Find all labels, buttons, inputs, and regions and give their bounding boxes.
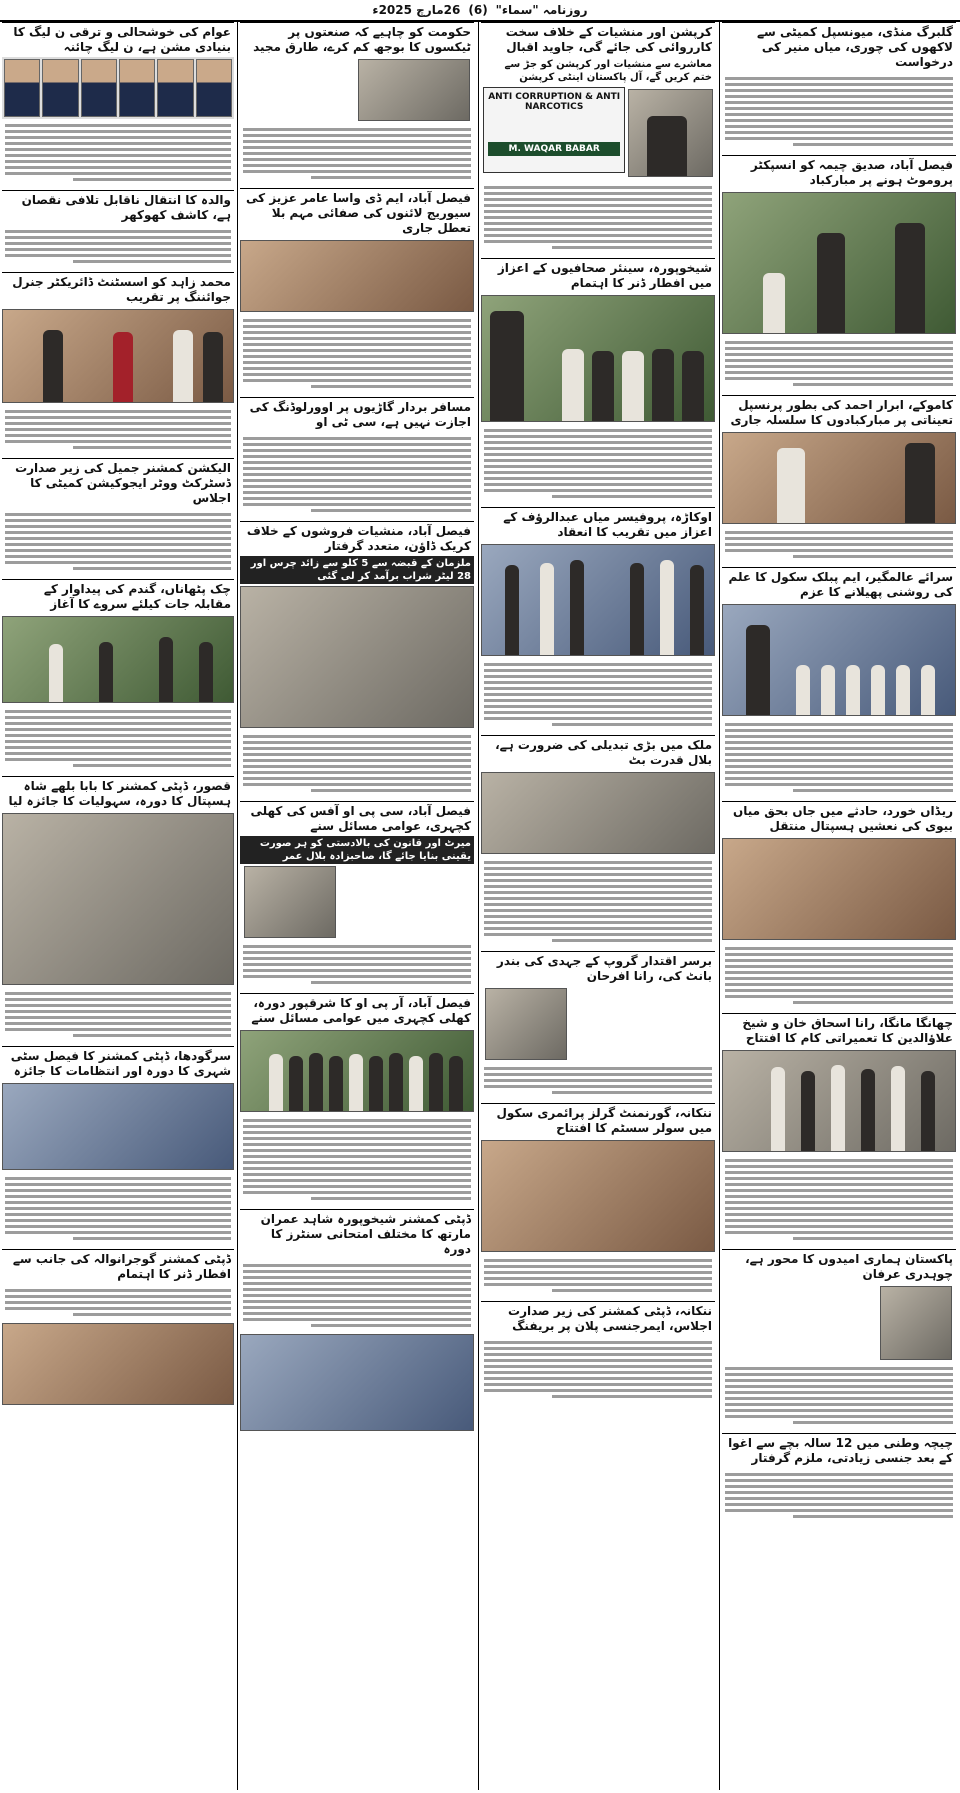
story-body <box>2 119 234 186</box>
news-photo <box>240 1334 474 1431</box>
news-story <box>481 1301 715 1403</box>
story-headline: فیصل آباد، صدیق چیمہ کو انسپکٹر پروموٹ ہونے پر مبارکباد <box>722 155 956 190</box>
portrait-photo <box>880 1286 952 1360</box>
news-story <box>2 190 234 268</box>
news-story <box>481 507 715 731</box>
story-headline: برسر اقتدار گروپ کے جہدی کی بندر بانٹ کی، رانا افرحان <box>481 951 715 986</box>
news-photo <box>481 295 715 422</box>
portrait-photo <box>628 89 713 177</box>
story-body <box>240 730 474 797</box>
news-story <box>240 993 474 1205</box>
story-body <box>2 987 234 1042</box>
news-story <box>2 458 234 575</box>
organization-card <box>483 87 625 173</box>
portrait-photo <box>4 59 40 117</box>
story-body <box>481 1254 715 1297</box>
story-headline: قصور، ڈپٹی کمشنر کا بابا بلھے شاہ ہسپتال کا دورہ، سہولیات کا جائزہ لیا <box>2 776 234 811</box>
story-body <box>2 705 234 772</box>
story-body <box>722 526 956 563</box>
story-body <box>2 1172 234 1245</box>
story-body <box>240 940 474 989</box>
portrait-strip <box>2 57 234 119</box>
news-story <box>240 801 474 989</box>
news-story <box>240 397 474 517</box>
story-body <box>722 336 956 391</box>
story-headline: چیچہ وطنی میں 12 سالہ بچے سے اغوا کے بعد جنسی زیادتی، ملزم گرفتار <box>722 1433 956 1468</box>
story-headline: چک پٹھاناں، گندم کی پیداوار کے مقابلہ جات کیلئے سروے کا آغاز <box>2 579 234 614</box>
news-story <box>2 579 234 772</box>
story-body <box>722 942 956 1009</box>
story-headline: فیصل آباد، ایم ڈی واسا عامر عزیز کی سیوریج لائنوں کی صفائی مہم بلا تعطل جاری <box>240 188 474 238</box>
news-story <box>722 567 956 797</box>
news-photo <box>722 1050 956 1152</box>
news-story <box>2 776 234 1042</box>
story-headline: کاموکے، ابرار احمد کی بطور پرنسپل تعیناتی پر مبارکبادوں کا سلسلہ جاری <box>722 395 956 430</box>
story-body <box>481 1336 715 1403</box>
news-photo <box>2 1083 234 1170</box>
story-headline: فیصل آباد، منشیات فروشوں کے خلاف کریک ڈاؤن، متعدد گرفتار <box>240 521 474 556</box>
news-story <box>481 22 715 254</box>
story-body <box>481 856 715 947</box>
story-body <box>240 1114 474 1205</box>
news-story <box>240 22 474 184</box>
card-person-name: M. WAQAR BABAR <box>488 142 620 156</box>
portrait-photo <box>119 59 155 117</box>
story-headline: سرگودھا، ڈپٹی کمشنر کا فیصل سٹی شہری کا دورہ اور انتظامات کا جائزہ <box>2 1046 234 1081</box>
news-photo <box>722 192 956 334</box>
news-story <box>722 22 956 151</box>
story-headline: ملک میں بڑی تبدیلی کی ضرورت ہے، بلال قدرت بٹ <box>481 735 715 770</box>
portrait-photo <box>81 59 117 117</box>
story-body <box>722 1154 956 1245</box>
story-headline: ریڈاں خورد، حادثے میں جاں بحق میاں بیوی کی نعشیں ہسپتال منتقل <box>722 801 956 836</box>
story-body <box>2 508 234 575</box>
news-story <box>481 1103 715 1297</box>
news-story <box>722 1433 956 1523</box>
news-photo <box>240 1030 474 1112</box>
news-photo <box>481 544 715 656</box>
news-story <box>722 155 956 391</box>
story-headline: فیصل آباد، آر پی او کا شرقپور دورہ، کھلی کچہری میں عوامی مسائل سنے <box>240 993 474 1028</box>
story-body <box>2 405 234 454</box>
story-headline: ڈپٹی کمشنر گوجرانوالہ کی جانب سے افطار ڈنر کا اہتمام <box>2 1249 234 1284</box>
column-3 <box>240 22 474 1790</box>
news-photo <box>240 586 474 728</box>
news-story <box>2 1046 234 1245</box>
news-photo <box>481 1140 715 1252</box>
story-headline: سرائے عالمگیر، ایم پبلک سکول کا علم کی روشنی پھیلانے کا عزم <box>722 567 956 602</box>
portrait-photo <box>244 866 336 938</box>
portrait-photo <box>358 59 470 121</box>
column-rule <box>719 22 720 1790</box>
news-story <box>240 188 474 393</box>
news-story <box>2 272 234 454</box>
news-photo <box>240 240 474 312</box>
news-story <box>240 1209 474 1431</box>
column-1 <box>722 22 956 1790</box>
story-headline: شیخوپورہ، سینئر صحافیوں کے اعزاز میں افطار ڈنر کا اہتمام <box>481 258 715 293</box>
story-headline: ننکانہ، ڈپٹی کمشنر کی زیر صدارت اجلاس، ایمرجنسی پلان پر بریفنگ <box>481 1301 715 1336</box>
story-body <box>240 1259 474 1332</box>
column-rule <box>478 22 479 1790</box>
story-headline: ننکانہ، گورنمنٹ گرلز پرائمری سکول میں سولر سسٹم کا افتتاح <box>481 1103 715 1138</box>
story-body <box>240 432 474 517</box>
news-story <box>722 395 956 563</box>
story-headline: حکومت کو چاہیے کہ صنعتوں پر ٹیکسوں کا بوجھ کم کرے، طارق مجید <box>240 22 474 57</box>
story-body <box>722 1468 956 1523</box>
portrait-photo <box>157 59 193 117</box>
story-body <box>2 225 234 268</box>
news-photo <box>2 616 234 703</box>
portrait-photo <box>196 59 232 117</box>
story-body <box>240 123 474 184</box>
column-4 <box>2 22 234 1790</box>
story-headline: چھانگا مانگا، رانا اسحاق خان و شیخ علاؤالدین کا تعمیراتی کام کا افتتاح <box>722 1013 956 1048</box>
news-photo <box>722 604 956 716</box>
story-body <box>722 718 956 797</box>
masthead <box>0 0 960 22</box>
news-story <box>722 1013 956 1245</box>
news-story <box>481 951 715 1099</box>
story-headline: گلبرگ منڈی، میونسپل کمیٹی سے لاکھوں کی چوری، میاں منیر کی درخواست <box>722 22 956 72</box>
story-headline: محمد زاہد کو اسسٹنٹ ڈائریکٹر جنرل جوائننگ پر تقریب <box>2 272 234 307</box>
story-headline: عوام کی خوشحالی و ترقی ن لیگ کا بنیادی مشن ہے، ن لیگ چائنہ <box>2 22 234 57</box>
story-headline: والدہ کا انتقال ناقابل تلافی نقصان ہے، کاشف کھوکھر <box>2 190 234 225</box>
news-photo <box>2 813 234 985</box>
story-body <box>481 1062 715 1099</box>
story-headline: مسافر بردار گاڑیوں پر اوورلوڈنگ کی اجازت نہیں ہے، سی ٹی او <box>240 397 474 432</box>
story-body <box>481 658 715 731</box>
news-story <box>2 1249 234 1405</box>
news-story <box>240 521 474 797</box>
story-body <box>2 1284 234 1321</box>
portrait-photo <box>485 988 567 1060</box>
story-body <box>481 424 715 503</box>
news-photo <box>2 309 234 403</box>
story-headline: ڈپٹی کمشنر شیخوپورہ شاہد عمران مارتھ کا مختلف امتحانی سنٹرز کا دورہ <box>240 1209 474 1259</box>
story-headline: پاکستان ہماری امیدوں کا محور ہے، چوہدری عرفان <box>722 1249 956 1284</box>
news-story <box>2 22 234 186</box>
news-story <box>722 801 956 1009</box>
paper-name: روزنامہ "سماء" <box>495 3 588 17</box>
story-body <box>481 181 715 254</box>
story-body <box>240 314 474 393</box>
news-story <box>481 735 715 947</box>
page-number: (6) <box>468 3 488 17</box>
story-body <box>722 72 956 151</box>
news-photo <box>722 838 956 940</box>
card-org-name: ANTI CORRUPTION & ANTI NARCOTICS <box>488 92 621 112</box>
column-rule <box>237 22 238 1790</box>
news-story <box>481 258 715 503</box>
story-subheadline: ملزمان کے قبضہ سے 5 کلو سے زائد چرس اور 28 لیٹر شراب برآمد کر لی گئی <box>240 556 474 584</box>
story-headline: فیصل آباد، سی پی او آفس کی کھلی کچہری، عوامی مسائل سنے <box>240 801 474 836</box>
story-headline: کرپشن اور منشیات کے خلاف سخت کارروائی کی جائے گی، جاوید اقبال <box>481 22 715 57</box>
column-2 <box>481 22 715 1790</box>
portrait-photo <box>42 59 78 117</box>
story-headline: الیکشن کمشنر جمیل کی زیر صدارت ڈسٹرکٹ ووٹر ایجوکیشن کمیٹی کا اجلاس <box>2 458 234 508</box>
news-photo <box>2 1323 234 1405</box>
story-body <box>722 1362 956 1429</box>
story-headline: اوکاڑہ، پروفیسر میاں عبدالرؤف کے اعزاز میں تقریب کا انعقاد <box>481 507 715 542</box>
news-photo <box>481 772 715 854</box>
issue-date: 26مارچ 2025ء <box>372 3 461 17</box>
story-subheadline: معاشرے سے منشیات اور کرپشن کو جڑ سے ختم کریں گے، آل پاکستان اینٹی کرپشن <box>504 59 712 83</box>
news-photo <box>722 432 956 524</box>
story-subheadline: میرٹ اور قانون کی بالادستی کو ہر صورت یقینی بنایا جائے گا، صاحبزادہ بلال عمر <box>240 836 474 864</box>
news-story <box>722 1249 956 1429</box>
